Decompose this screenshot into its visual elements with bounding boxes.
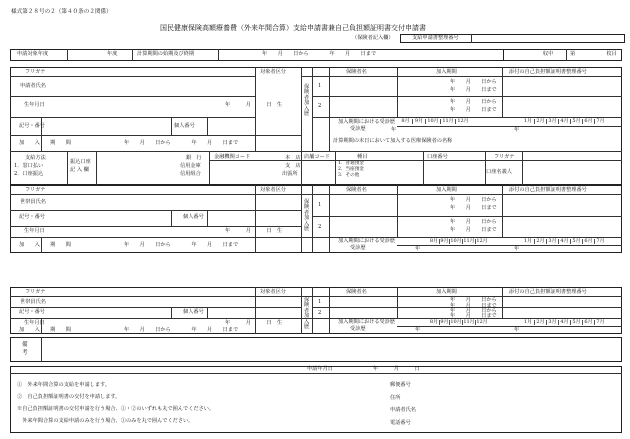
pay-option-2[interactable]: 2．口座振込: [14, 171, 44, 177]
month-cell: 6月: [582, 119, 594, 124]
statement-2[interactable]: ② 自己負担額証明書の交付を申請します。: [17, 394, 121, 400]
pay-option-1[interactable]: 1．窓口払い: [14, 163, 44, 169]
sheet-order: 第 枚目: [570, 51, 617, 57]
month-cell: 6月: [582, 320, 594, 325]
join-from-2: 年 月 日から: [450, 99, 497, 105]
member1-row-2: 2: [318, 224, 322, 230]
month-cell: 3月: [546, 239, 558, 244]
address-label: 住所: [390, 395, 401, 401]
member2-category-label: 対象者区分: [260, 289, 286, 295]
insurer-entry-label: 支給申請書整理番号: [412, 35, 459, 41]
member1-dob-label: 生年月日: [24, 228, 45, 234]
year-mark-c1: 年: [415, 327, 421, 333]
row-1: 1: [318, 83, 322, 89]
institution-code-label: 金融機関コード: [214, 154, 251, 160]
member2-cert-label: 添付の自己負担額証明書整理番号: [509, 289, 587, 295]
month-cell: 8月: [429, 238, 439, 244]
member1-name-label: 世帯員氏名: [20, 199, 46, 205]
member1-furigana-label: フリガナ: [25, 187, 46, 193]
member2-symbol-label: 記号・番号: [19, 309, 45, 315]
member1-enroll-months-label-2: 受診歴: [350, 245, 366, 251]
year-mark-c2: 年: [514, 327, 520, 333]
month-cell: 1月: [523, 118, 533, 124]
row-2: 2: [318, 103, 322, 109]
month-cell: 11月: [463, 319, 475, 325]
enroll-months-label: 加入期間における受診歴: [338, 119, 396, 125]
member1-symbol-label: 記号・番号: [19, 214, 45, 220]
member2-insurer-history: 保険者加入歴: [304, 297, 310, 331]
month-cell: 2月: [534, 119, 546, 124]
member2-join-period-label: 加入期間: [436, 289, 457, 295]
month-cell: 3月: [546, 119, 558, 124]
insurer-entry-note: （保険者記入欄）: [352, 35, 394, 41]
year-mark-a1: 年: [391, 127, 397, 133]
applicant-category-label: 対象者区分: [260, 69, 286, 75]
applicant-enrollment-label: 加 入 期 間: [19, 140, 71, 146]
applicant-dob-text[interactable]: 年 月 日 生: [225, 102, 283, 108]
received-label: 収中: [543, 51, 554, 57]
applicant-symbol-label: 記号・番号: [19, 123, 45, 129]
member2-dob-label: 生年月日: [24, 320, 45, 326]
branch-code-label: 店舗コード: [304, 154, 330, 160]
member1-join-to-2: 年 月 日まで: [450, 227, 497, 233]
month-grid-b2[interactable]: [522, 239, 606, 244]
postal-code-label: 郵便番号: [390, 382, 411, 388]
applicant-insurer-history: 保険者加入歴: [304, 84, 310, 118]
join-to-1: 年 月 日まで: [450, 87, 497, 93]
member2-join-to-2: 年 月 日まで: [450, 313, 497, 319]
member1-join-from-1: 年 月 日から: [450, 197, 497, 203]
month-cell: 9月: [440, 238, 449, 244]
credit-bank-label: 信用金庫: [180, 163, 201, 169]
month-cell: 7月: [594, 239, 606, 244]
month-cell: 11月: [463, 238, 475, 244]
branch-label: 支 店: [285, 163, 301, 169]
applicant-join-period-label: 加入期間: [436, 69, 457, 75]
type-option-1[interactable]: 1．普通預金: [338, 161, 364, 166]
member2-join-from-1: 年 月 日から: [450, 297, 497, 303]
month-cell: 7月: [594, 320, 606, 325]
office-label: 出張所: [282, 171, 298, 177]
month-cell: 12月: [455, 119, 470, 124]
member1-row-1: 1: [318, 202, 322, 208]
member1-join-from-2: 年 月 日から: [450, 219, 497, 225]
month-cell: 10月: [450, 319, 462, 325]
member2-enrollment-text[interactable]: 年 月 日から 年 月 日まで: [124, 327, 239, 333]
month-cell: 4月: [558, 119, 570, 124]
member1-enroll-months-label: 加入期間における受診歴: [338, 238, 396, 244]
remarks-label: 備: [22, 342, 28, 348]
phone-label: 電話番号: [390, 420, 411, 426]
month-cell: 9月: [412, 119, 425, 124]
applicant-signature-label: 申請者氏名: [390, 407, 416, 413]
target-year-suffix: 年度: [107, 51, 118, 57]
month-grid-c1[interactable]: [429, 320, 488, 325]
member1-join-period-label: 加入期間: [436, 187, 457, 193]
member2-row-2: 2: [318, 310, 322, 316]
member2-dob-text[interactable]: 年 月 日 生: [225, 320, 283, 326]
member2-furigana-label: フリガナ: [25, 289, 46, 295]
member1-insurer-history: 保険者加入歴: [304, 199, 310, 233]
join-to-2: 年 月 日まで: [450, 107, 497, 113]
month-cell: 6月: [582, 239, 594, 244]
applicant-insurer-name-label: 保険者名: [346, 69, 367, 75]
statement-3: ※自己負担額証明書の交付申請を行う場合、①・②のいずれも丸で囲んでください。: [17, 406, 215, 412]
member2-enrollment-label: 加 入 期 間: [19, 327, 71, 333]
member1-insurer-name-label: 保険者名: [346, 187, 367, 193]
form-title: 国民健康保険高額療養費（外来年間合算）支給申請書兼自己負担額証明書交付申請書: [160, 24, 426, 32]
account-number-label: 口座番号: [427, 154, 448, 160]
statement-1[interactable]: ① 外来年間合算の支給を申請します。: [17, 382, 110, 388]
month-cell: 12月: [476, 238, 488, 244]
month-cell: 1月: [523, 319, 533, 325]
target-year-label: 申請対象年度: [17, 51, 49, 57]
statement-4: 外来年間合算の支給申請のみを行う場合、①のみを丸で囲んでください。: [17, 418, 194, 424]
applicant-enrollment-text[interactable]: 年 月 日から 年 月 日まで: [124, 140, 239, 146]
period-text[interactable]: 年 月 日から 年 月 日まで: [262, 51, 377, 57]
account-holder-label: 口座名義人: [486, 169, 512, 175]
month-cell: 1月: [523, 238, 533, 244]
type-option-3[interactable]: 3．その他: [338, 173, 360, 178]
member2-join-to-1: 年 月 日まで: [450, 303, 497, 309]
applicant-name-label: 申請者氏名: [20, 83, 46, 89]
end-of-period-label: 計算期間の末日において加入する医療保険者の名称: [333, 138, 453, 144]
month-cell: 3月: [546, 320, 558, 325]
month-grid-c2[interactable]: [522, 320, 606, 325]
application-date-label: 申請年月日: [307, 366, 333, 372]
enroll-months-label-2: 受診歴: [350, 126, 366, 132]
applicant-cert-label: 添付の自己負担額証明書整理番号: [509, 69, 587, 75]
transfer-label-2: 記 入 欄: [70, 167, 89, 173]
month-cell: 10月: [450, 238, 462, 244]
member2-row-1: 1: [318, 299, 322, 305]
member1-personal-number-label: 個人番号: [183, 214, 204, 220]
month-cell: 9月: [440, 319, 449, 325]
member1-dob-text[interactable]: 年 月 日 生: [225, 228, 283, 234]
member1-enrollment-label: 加 入 期 間: [19, 242, 71, 248]
remarks-box[interactable]: [10, 337, 622, 362]
join-from-1: 年 月 日から: [450, 79, 497, 85]
applicant-furigana-label: フリガナ: [25, 69, 46, 75]
member2-enroll-months-label: 加入期間における受診歴: [338, 319, 396, 325]
member2-insurer-name-label: 保険者名: [346, 289, 367, 295]
credit-union-label: 信用組合: [180, 171, 201, 177]
payment-method-label: 支給方法: [25, 155, 46, 161]
applicant-dob-label: 生年月日: [24, 102, 45, 108]
year-mark-a2: 年: [514, 127, 520, 133]
member1-category-label: 対象者区分: [260, 187, 286, 193]
month-cell: 7月: [594, 119, 606, 124]
month-cell: 5月: [570, 320, 582, 325]
member2-enroll-months-label-2: 受診歴: [350, 326, 366, 332]
member1-enrollment-text[interactable]: 年 月 日から 年 月 日まで: [124, 242, 239, 248]
month-cell: 4月: [558, 239, 570, 244]
month-cell: 8月: [429, 319, 439, 325]
month-cell: 5月: [570, 239, 582, 244]
member1-cert-label: 添付の自己負担額証明書整理番号: [509, 187, 587, 193]
month-cell: 2月: [534, 320, 546, 325]
month-cell: 2月: [534, 239, 546, 244]
member2-join-from-2: 年 月 日から: [450, 308, 497, 314]
type-option-2[interactable]: 2．当座預金: [338, 167, 364, 172]
furigana-holder-label: フリガナ: [494, 154, 515, 160]
month-cell: 10月: [425, 119, 440, 124]
month-grid-b1[interactable]: [429, 239, 488, 244]
member2-name-label: 世帯員氏名: [20, 299, 46, 305]
applicant-personal-number-label: 個人番号: [174, 123, 195, 129]
period-label: 計算期間の始期及び終期: [137, 51, 195, 57]
remarks-label-2: 考: [22, 350, 28, 356]
month-grid-a1[interactable]: [399, 119, 470, 124]
year-mark-b2: 年: [514, 246, 520, 252]
application-date-text[interactable]: 年 月 日: [373, 366, 420, 372]
member1-join-to-1: 年 月 日まで: [450, 205, 497, 211]
member2-personal-number-label: 個人番号: [183, 309, 204, 315]
month-cell: 11月: [440, 119, 455, 124]
form-reference: 様式第２８号の２（第４０条の２関係）: [11, 9, 112, 15]
transfer-label: 振込口座: [70, 159, 91, 165]
month-grid-a2[interactable]: [522, 119, 606, 124]
month-cell: 8月: [401, 118, 410, 124]
type-label: 種目: [357, 154, 368, 160]
month-cell: 4月: [558, 320, 570, 325]
month-cell: 12月: [476, 319, 488, 325]
bank-label: 銀 行: [186, 155, 202, 161]
year-mark-b1: 年: [415, 246, 421, 252]
month-cell: 5月: [570, 119, 582, 124]
main-branch-label: 本 店: [285, 155, 301, 161]
